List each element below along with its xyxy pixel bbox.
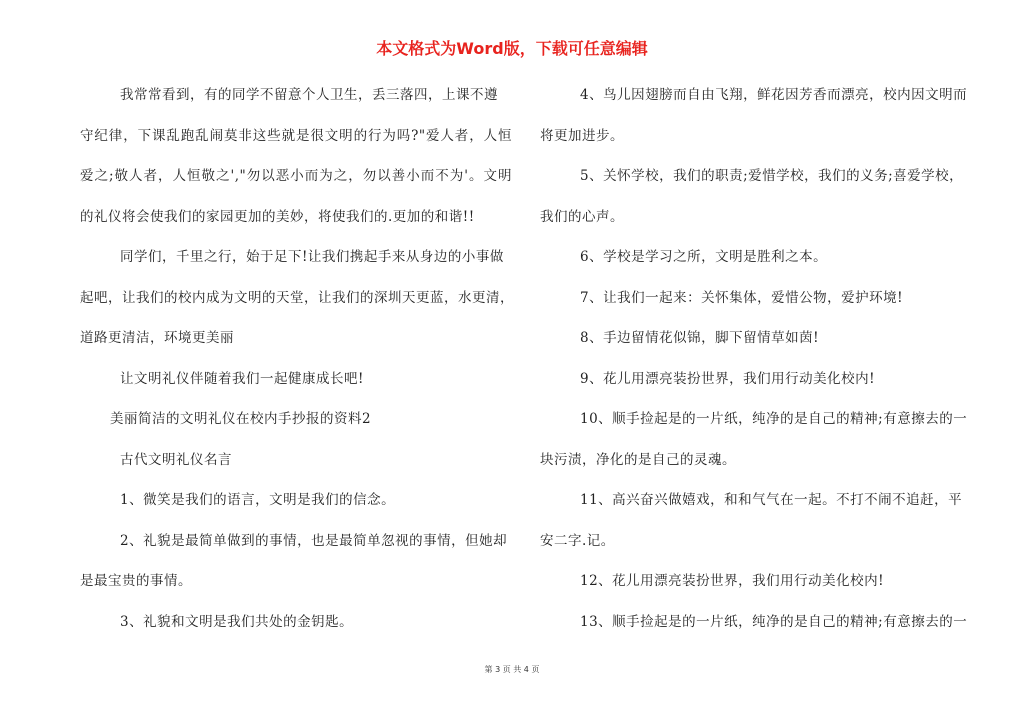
paragraph-line: 的礼仪将会使我们的家园更加的美妙，将使我们的.更加的和谐!! bbox=[80, 209, 475, 225]
quote-item: 8、手边留情花似锦，脚下留情草如茵! bbox=[580, 330, 820, 346]
quote-item-continued: 安二字.记。 bbox=[540, 533, 615, 549]
quote-item-continued: 是最宝贵的事情。 bbox=[80, 573, 192, 589]
quote-item: 2、礼貌是最简单做到的事情，也是最简单忽视的事情，但她却 bbox=[120, 533, 508, 549]
quote-item: 6、学校是学习之所，文明是胜利之本。 bbox=[580, 249, 828, 265]
page-number-footer: 第 3 页 共 4 页 bbox=[484, 665, 540, 674]
quote-item: 12、花儿用漂亮装扮世界，我们用行动美化校内! bbox=[580, 573, 885, 589]
paragraph-line: 守纪律，下课乱跑乱闹莫非这些就是很文明的行为吗?"爱人者，人恒 bbox=[80, 128, 512, 144]
paragraph-line: 爱之;敬人者，人恒敬之',"勿以恶小而为之，勿以善小而不为'。文明 bbox=[80, 168, 512, 184]
section-title: 美丽简洁的文明礼仪在校内手抄报的资料2 bbox=[110, 411, 372, 427]
paragraph-line: 起吧，让我们的校内成为文明的天堂，让我们的深圳天更蓝，水更清， bbox=[80, 290, 514, 306]
quote-item: 4、鸟儿因翅膀而自由飞翔，鲜花因芳香而漂亮，校内因文明而 bbox=[580, 87, 968, 103]
quote-item: 9、花儿用漂亮装扮世界，我们用行动美化校内! bbox=[580, 371, 876, 387]
quote-item: 3、礼貌和文明是我们共处的金钥匙。 bbox=[120, 614, 354, 630]
quote-item: 7、让我们一起来：关怀集体，爱惜公物，爱护环境! bbox=[580, 290, 904, 306]
quote-item: 13、顺手捡起是的一片纸，纯净的是自己的精神;有意擦去的一 bbox=[580, 614, 968, 630]
paragraph-line: 我常常看到，有的同学不留意个人卫生，丢三落四，上课不遵 bbox=[120, 87, 498, 103]
paragraph-line: 让文明礼仪伴随着我们一起健康成长吧! bbox=[120, 371, 364, 387]
paragraph-line: 同学们，千里之行，始于足下!让我们携起手来从身边的小事做 bbox=[120, 249, 504, 265]
quote-item: 11、高兴奋兴做嬉戏，和和气气在一起。不打不闹不追赶，平 bbox=[580, 492, 963, 508]
quote-item-continued: 我们的心声。 bbox=[540, 209, 624, 225]
quote-item: 10、顺手捡起是的一片纸，纯净的是自己的精神;有意擦去的一 bbox=[580, 411, 968, 427]
quote-item: 5、关怀学校，我们的职责;爱惜学校，我们的义务;喜爱学校， bbox=[580, 168, 964, 184]
document-header-banner: 本文格式为Word版，下载可任意编辑 bbox=[376, 39, 648, 58]
quote-item-continued: 块污渍，净化的是自己的灵魂。 bbox=[540, 452, 736, 468]
subsection-title: 古代文明礼仪名言 bbox=[120, 452, 232, 468]
quote-item-continued: 将更加进步。 bbox=[540, 128, 624, 144]
quote-item: 1、微笑是我们的语言，文明是我们的信念。 bbox=[120, 492, 396, 508]
paragraph-line: 道路更清洁，环境更美丽 bbox=[80, 330, 234, 346]
